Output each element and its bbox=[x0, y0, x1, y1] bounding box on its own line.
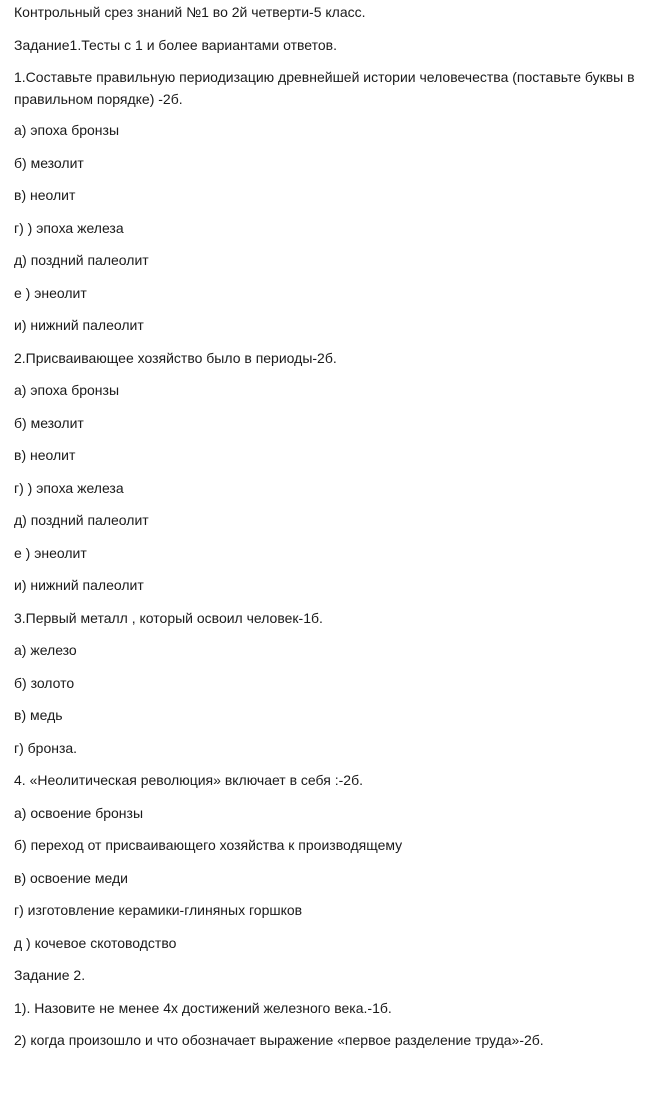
task2-heading: Задание 2. bbox=[14, 967, 86, 983]
q4-option: г) изготовление керамики-глиняных горшков bbox=[14, 902, 303, 918]
q4-option: а) освоение бронзы bbox=[14, 805, 144, 821]
q2-option: д) поздний палеолит bbox=[14, 512, 149, 528]
q3-option: б) золото bbox=[14, 675, 75, 691]
q3-text: 3.Первый металл , который освоил человек-1б. bbox=[14, 610, 323, 626]
task2-item: 1). Назовите не менее 4х достижений железного века.-1б. bbox=[14, 1000, 392, 1016]
q4-option: б) переход от присваивающего хозяйства к производящему bbox=[14, 837, 403, 853]
q4-option: в) освоение меди bbox=[14, 870, 128, 886]
q2-option: в) неолит bbox=[14, 447, 76, 463]
q2-option: г) ) эпоха железа bbox=[14, 480, 124, 496]
q1-text-line1: 1.Составьте правильную периодизацию древнейшей истории человечества (поставьте буквы в bbox=[14, 69, 635, 85]
q1-option: в) неолит bbox=[14, 187, 76, 203]
q1-option: б) мезолит bbox=[14, 155, 84, 171]
q4-option: д ) кочевое скотоводство bbox=[14, 935, 177, 951]
task2-item: 2) когда произошло и что обозначает выражение «первое разделение труда»-2б. bbox=[14, 1032, 544, 1048]
q1-text-line2: правильном порядке) -2б. bbox=[14, 91, 183, 107]
q1-option: е ) энеолит bbox=[14, 285, 87, 301]
document-title: Контрольный срез знаний №1 во 2й четверти-5 класс. bbox=[14, 4, 366, 20]
q2-option: е ) энеолит bbox=[14, 545, 87, 561]
q4-text: 4. «Неолитическая революция» включает в себя :-2б. bbox=[14, 772, 363, 788]
q1-option: и) нижний палеолит bbox=[14, 317, 144, 333]
q3-option: г) бронза. bbox=[14, 740, 78, 756]
q1-option: г) ) эпоха железа bbox=[14, 220, 124, 236]
q3-option: а) железо bbox=[14, 642, 77, 658]
q2-text: 2.Присваивающее хозяйство было в периоды-2б. bbox=[14, 350, 337, 366]
q1-option: д) поздний палеолит bbox=[14, 252, 149, 268]
q2-option: б) мезолит bbox=[14, 415, 84, 431]
q3-option: в) медь bbox=[14, 707, 63, 723]
q2-option: и) нижний палеолит bbox=[14, 577, 144, 593]
task1-heading: Задание1.Тесты с 1 и более вариантами ответов. bbox=[14, 37, 337, 53]
q2-option: а) эпоха бронзы bbox=[14, 382, 120, 398]
q1-option: а) эпоха бронзы bbox=[14, 122, 120, 138]
